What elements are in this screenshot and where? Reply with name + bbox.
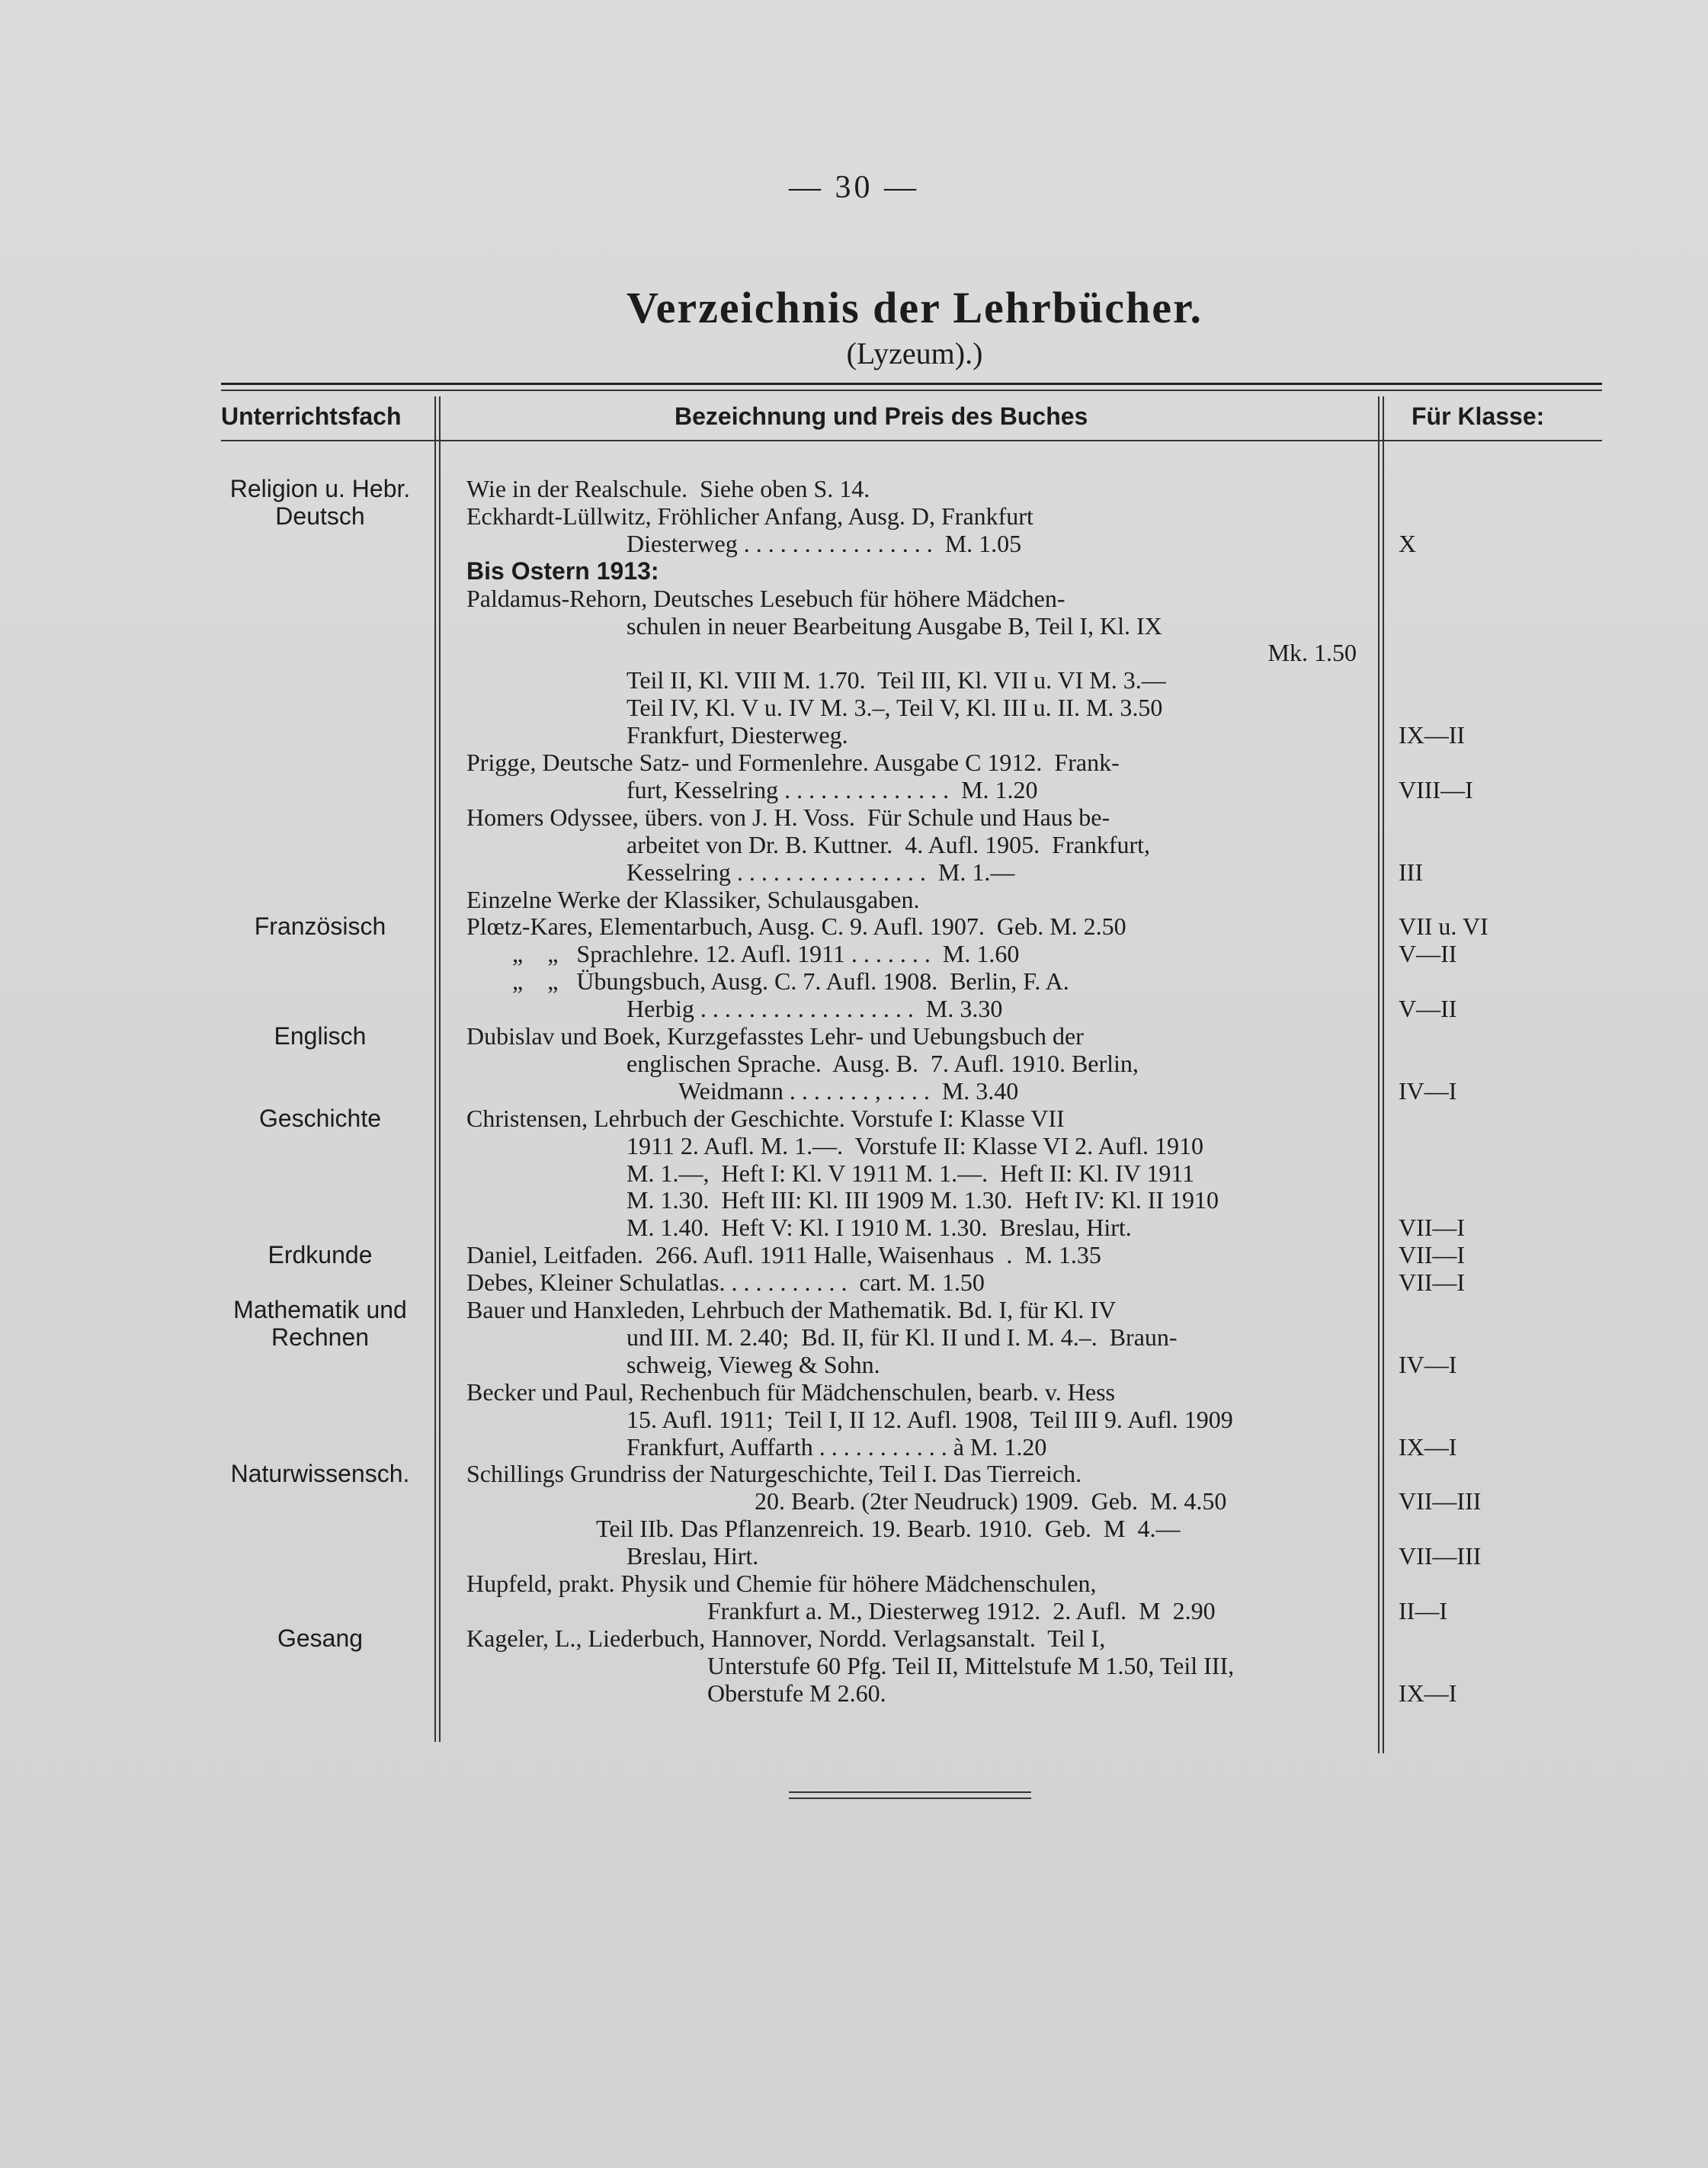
table-row: [0, 995, 1708, 1022]
row-klasse: X: [1399, 530, 1417, 557]
table-row: [0, 694, 1708, 721]
table-row: [0, 612, 1708, 640]
row-book-text: Kageler, L., Liederbuch, Hannover, Nordd. Verlagsanstalt. Teil I,: [466, 1624, 1106, 1652]
row-klasse: IX—I: [1399, 1679, 1457, 1707]
row-book-text: Diesterweg . . . . . . . . . . . . . . . . M. 1.05: [626, 530, 1022, 557]
table-row: [0, 1515, 1708, 1542]
row-subject: Gesang: [277, 1624, 364, 1652]
row-klasse: VII—I: [1399, 1214, 1466, 1241]
row-book-text: Dubislav und Boek, Kurzgefasstes Lehr- und Uebungsbuch der: [466, 1022, 1084, 1050]
row-book-text: Eckhardt-Lüllwitz, Fröhlicher Anfang, Ausg. D, Frankfurt: [466, 502, 1033, 530]
table-row: [0, 1022, 1708, 1050]
table-row: [0, 1241, 1708, 1268]
row-subject: Französisch: [254, 912, 386, 940]
row-subject: Mathematik und: [233, 1296, 407, 1323]
row-book-text: Breslau, Hirt.: [626, 1542, 759, 1570]
table-row: [0, 1624, 1708, 1652]
row-klasse: IV—I: [1399, 1351, 1457, 1378]
row-book-text: Debes, Kleiner Schulatlas. . . . . . . . . . . cart. M. 1.50: [466, 1268, 985, 1296]
row-subject: Rechnen: [271, 1323, 370, 1351]
row-book-text: Prigge, Deutsche Satz- und Formenlehre. Ausgabe C 1912. Frank-: [466, 749, 1120, 776]
row-book-text: Unterstufe 60 Pfg. Teil II, Mittelstufe M 1.50, Teil III,: [707, 1652, 1235, 1679]
row-book-text: M. 1.—, Heft I: Kl. V 1911 M. 1.—. Heft II: Kl. IV 1911: [626, 1159, 1195, 1187]
table-row: [0, 1652, 1708, 1679]
row-book-text: Frankfurt a. M., Diesterweg 1912. 2. Aufl. M 2.90: [707, 1597, 1216, 1624]
row-book-text: schulen in neuer Bearbeitung Ausgabe B, Teil I, Kl. IX: [626, 612, 1162, 640]
row-subject: Erdkunde: [268, 1241, 373, 1268]
table-row: [0, 912, 1708, 940]
table-row: [0, 1268, 1708, 1296]
row-book-text: Bauer und Hanxleden, Lehrbuch der Mathematik. Bd. I, für Kl. IV: [466, 1296, 1117, 1323]
table-top-rule: [221, 383, 1602, 385]
end-rule: [789, 1791, 1031, 1793]
row-book-text: Kesselring . . . . . . . . . . . . . . . . M. 1.—: [626, 858, 1015, 886]
row-klasse: VII—III: [1399, 1542, 1482, 1570]
row-subject: Geschichte: [258, 1105, 382, 1132]
row-book-text: und III. M. 2.40; Bd. II, für Kl. II und I. M. 4.–. Braun-: [626, 1323, 1178, 1351]
table-row: [0, 1214, 1708, 1241]
table-row: [0, 1597, 1708, 1624]
table-row: [0, 749, 1708, 776]
row-book-text: Paldamus-Rehorn, Deutsches Lesebuch für höhere Mädchen-: [466, 585, 1065, 612]
row-book-text: Daniel, Leitfaden. 266. Aufl. 1911 Halle, Waisenhaus . M. 1.35: [466, 1241, 1101, 1268]
table-row: [0, 1433, 1708, 1461]
row-subject: Deutsch: [275, 502, 365, 530]
table-row: [0, 1460, 1708, 1487]
table-row: [0, 803, 1708, 831]
header-subject: Unterrichtsfach: [221, 402, 402, 430]
table-row: [0, 666, 1708, 694]
row-klasse: VII—III: [1399, 1487, 1482, 1515]
table-row: [0, 1487, 1708, 1515]
row-book-text: Herbig . . . . . . . . . . . . . . . . . . M. 3.30: [626, 995, 1003, 1022]
row-book-text: Bis Ostern 1913:: [466, 557, 659, 585]
row-klasse: VII u. VI: [1399, 912, 1488, 940]
row-book-text: Homers Odyssee, übers. von J. H. Voss. Für Schule und Haus be-: [466, 803, 1110, 831]
table-row: [0, 1105, 1708, 1132]
row-book-text: M. 1.30. Heft III: Kl. III 1909 M. 1.30. Heft IV: Kl. II 1910: [626, 1186, 1219, 1214]
row-book-text: 15. Aufl. 1911; Teil I, II 12. Aufl. 1908, Teil III 9. Aufl. 1909: [626, 1406, 1233, 1433]
row-book-text: Weidmann . . . . . . . , . . . . M. 3.40: [678, 1077, 1019, 1105]
table-row: [0, 721, 1708, 749]
table-row: [0, 940, 1708, 967]
row-klasse: V—II: [1399, 940, 1457, 967]
row-book-text: 1911 2. Aufl. M. 1.—. Vorstufe II: Klasse VI 2. Aufl. 1910: [626, 1132, 1204, 1159]
row-book-text: Teil IV, Kl. V u. IV M. 3.–, Teil V, Kl. III u. II. M. 3.50: [626, 694, 1163, 721]
row-book-text: Plœtz-Kares, Elementarbuch, Ausg. C. 9. Aufl. 1907. Geb. M. 2.50: [466, 912, 1126, 940]
row-book-text: arbeitet von Dr. B. Kuttner. 4. Aufl. 1905. Frankfurt,: [626, 831, 1151, 858]
row-subject: Englisch: [274, 1022, 367, 1050]
table-row: [0, 1679, 1708, 1707]
row-klasse: II—I: [1399, 1597, 1447, 1624]
table-row: [0, 530, 1708, 557]
page-title: Verzeichnis der Lehrbücher.: [626, 283, 1203, 332]
header-rule: [221, 440, 1602, 441]
row-klasse: VII—I: [1399, 1241, 1466, 1268]
row-book-text: „ „ Sprachlehre. 12. Aufl. 1911 . . . . . . . M. 1.60: [512, 940, 1020, 967]
row-book-text: „ „ Übungsbuch, Ausg. C. 7. Aufl. 1908. Berlin, F. A.: [512, 967, 1069, 995]
table-row: [0, 1159, 1708, 1187]
table-row: [0, 1570, 1708, 1597]
row-book-text: Christensen, Lehrbuch der Geschichte. Vorstufe I: Klasse VII: [466, 1105, 1065, 1132]
table-row: [0, 831, 1708, 858]
table-row: [0, 1378, 1708, 1406]
row-book-text: Teil II, Kl. VIII M. 1.70. Teil III, Kl. VII u. VI M. 3.—: [626, 666, 1166, 694]
table-row: [0, 475, 1708, 502]
table-row: [0, 858, 1708, 886]
table-row: [0, 1351, 1708, 1378]
header-book: Bezeichnung und Preis des Buches: [675, 402, 1088, 430]
row-klasse: IX—II: [1399, 721, 1466, 749]
row-book-text: englischen Sprache. Ausg. B. 7. Aufl. 1910. Berlin,: [626, 1050, 1139, 1077]
table-row: [0, 585, 1708, 612]
row-book-text: Wie in der Realschule. Siehe oben S. 14.: [466, 475, 870, 502]
row-book-text: 20. Bearb. (2ter Neudruck) 1909. Geb. M. 4.50: [755, 1487, 1227, 1515]
row-subject: Religion u. Hebr.: [229, 475, 411, 502]
row-book-text: Einzelne Werke der Klassiker, Schulausgaben.: [466, 886, 920, 913]
row-book-text: Schillings Grundriss der Naturgeschichte, Teil I. Das Tierreich.: [466, 1460, 1082, 1487]
table-row: [0, 967, 1708, 995]
table-row: [0, 1542, 1708, 1570]
page-subtitle: (Lyzeum).): [846, 336, 983, 370]
header-klasse: Für Klasse:: [1412, 402, 1545, 430]
row-klasse: IX—I: [1399, 1433, 1457, 1461]
row-subject: Naturwissensch.: [230, 1460, 410, 1487]
row-klasse: IV—I: [1399, 1077, 1457, 1105]
row-book-text: M. 1.40. Heft V: Kl. I 1910 M. 1.30. Breslau, Hirt.: [626, 1214, 1132, 1241]
row-klasse: VIII—I: [1399, 776, 1473, 803]
row-book-text: Hupfeld, prakt. Physik und Chemie für höhere Mädchenschulen,: [466, 1570, 1097, 1597]
page-number: — 30 —: [789, 170, 919, 205]
table-top-rule-2: [221, 390, 1602, 391]
row-klasse: V—II: [1399, 995, 1457, 1022]
row-book-text: Oberstufe M 2.60.: [707, 1679, 886, 1707]
table-row: [0, 1132, 1708, 1159]
row-book-text: Frankfurt, Auffarth . . . . . . . . . . . à M. 1.20: [626, 1433, 1047, 1461]
row-book-text: schweig, Vieweg & Sohn.: [626, 1351, 880, 1378]
table-row: [0, 776, 1708, 803]
table-row: [0, 639, 1708, 666]
table-row: [0, 502, 1708, 530]
row-book-text: Teil IIb. Das Pflanzenreich. 19. Bearb. 1910. Geb. M 4.—: [596, 1515, 1181, 1542]
table-row: [0, 557, 1708, 585]
row-klasse: VII—I: [1399, 1268, 1466, 1296]
table-row: [0, 1186, 1708, 1214]
row-klasse: III: [1399, 858, 1423, 886]
row-book-text: furt, Kesselring . . . . . . . . . . . . . . M. 1.20: [626, 776, 1038, 803]
end-rule-2: [789, 1798, 1031, 1799]
row-book-text: Mk. 1.50: [1267, 639, 1357, 666]
row-book-text: Becker und Paul, Rechenbuch für Mädchenschulen, bearb. v. Hess: [466, 1378, 1115, 1406]
table-row: [0, 1050, 1708, 1077]
table-row: [0, 886, 1708, 913]
table-row: [0, 1406, 1708, 1433]
table-row: [0, 1323, 1708, 1351]
row-book-text: Frankfurt, Diesterweg.: [626, 721, 848, 749]
table-row: [0, 1296, 1708, 1323]
table-row: [0, 1077, 1708, 1105]
